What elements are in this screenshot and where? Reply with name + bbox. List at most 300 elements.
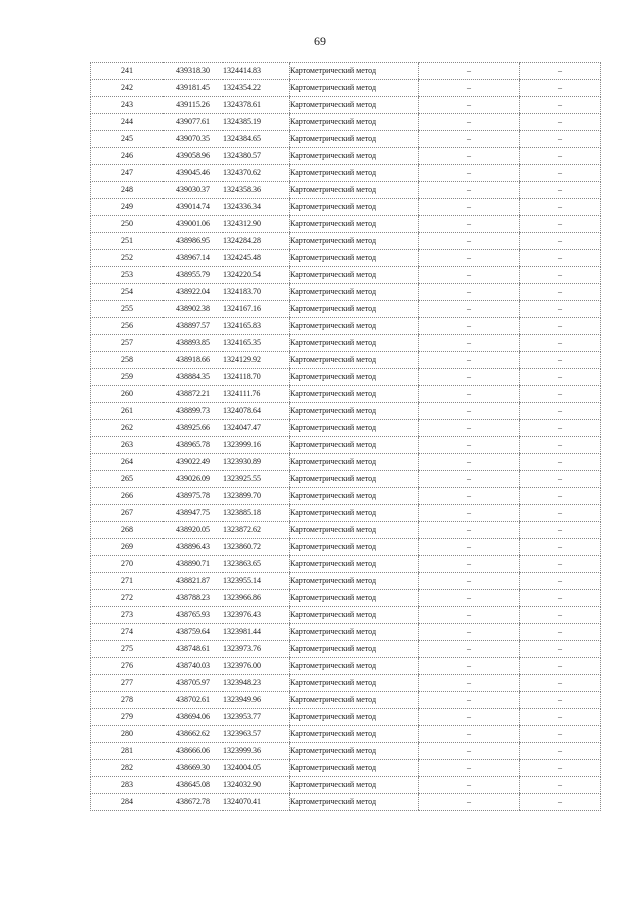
description-cell: – [520, 777, 601, 794]
description-cell: – [520, 658, 601, 675]
accuracy-cell: – [419, 658, 520, 675]
accuracy-cell: – [419, 250, 520, 267]
y-coordinate-cell: 1323885.18 [223, 505, 290, 522]
point-number-cell: 257 [91, 335, 164, 352]
method-cell: Картометрический метод [290, 743, 419, 760]
description-cell: – [520, 539, 601, 556]
point-number-cell: 260 [91, 386, 164, 403]
x-coordinate-cell: 438884.35 [163, 369, 223, 386]
x-coordinate-cell: 438669.30 [163, 760, 223, 777]
description-cell: – [520, 182, 601, 199]
y-coordinate-cell: 1324378.61 [223, 97, 290, 114]
description-cell: – [520, 369, 601, 386]
method-cell: Картометрический метод [290, 233, 419, 250]
description-cell: – [520, 590, 601, 607]
y-coordinate-cell: 1323949.96 [223, 692, 290, 709]
x-coordinate-cell: 439058.96 [163, 148, 223, 165]
x-coordinate-cell: 438740.03 [163, 658, 223, 675]
table-row [91, 318, 601, 335]
method-cell: Картометрический метод [290, 556, 419, 573]
table-row [91, 522, 601, 539]
point-number-cell: 277 [91, 675, 164, 692]
x-coordinate-cell: 438896.43 [163, 539, 223, 556]
description-cell: – [520, 488, 601, 505]
x-coordinate-cell: 438947.75 [163, 505, 223, 522]
point-number-cell: 279 [91, 709, 164, 726]
table-row [91, 488, 601, 505]
y-coordinate-cell: 1324078.64 [223, 403, 290, 420]
description-cell: – [520, 692, 601, 709]
y-coordinate-cell: 1324183.70 [223, 284, 290, 301]
accuracy-cell: – [419, 709, 520, 726]
x-coordinate-cell: 439022.49 [163, 454, 223, 471]
description-cell: – [520, 284, 601, 301]
description-cell: – [520, 250, 601, 267]
method-cell: Картометрический метод [290, 250, 419, 267]
method-cell: Картометрический метод [290, 488, 419, 505]
description-cell: – [520, 301, 601, 318]
point-number-cell: 250 [91, 216, 164, 233]
x-coordinate-cell: 438975.78 [163, 488, 223, 505]
accuracy-cell: – [419, 97, 520, 114]
x-coordinate-cell: 438893.85 [163, 335, 223, 352]
accuracy-cell: – [419, 80, 520, 97]
accuracy-cell: – [419, 165, 520, 182]
y-coordinate-cell: 1324358.36 [223, 182, 290, 199]
description-cell: – [520, 760, 601, 777]
point-number-cell: 284 [91, 794, 164, 811]
y-coordinate-cell: 1324004.05 [223, 760, 290, 777]
point-number-cell: 278 [91, 692, 164, 709]
method-cell: Картометрический метод [290, 114, 419, 131]
description-cell: – [520, 675, 601, 692]
table-row [91, 675, 601, 692]
point-number-cell: 268 [91, 522, 164, 539]
method-cell: Картометрический метод [290, 675, 419, 692]
description-cell: – [520, 267, 601, 284]
point-number-cell: 245 [91, 131, 164, 148]
description-cell: – [520, 522, 601, 539]
table-row [91, 182, 601, 199]
method-cell: Картометрический метод [290, 590, 419, 607]
accuracy-cell: – [419, 522, 520, 539]
description-cell: – [520, 709, 601, 726]
table-row [91, 692, 601, 709]
description-cell: – [520, 624, 601, 641]
y-coordinate-cell: 1324384.65 [223, 131, 290, 148]
accuracy-cell: – [419, 403, 520, 420]
accuracy-cell: – [419, 233, 520, 250]
method-cell: Картометрический метод [290, 420, 419, 437]
method-cell: Картометрический метод [290, 573, 419, 590]
description-cell: – [520, 556, 601, 573]
method-cell: Картометрический метод [290, 658, 419, 675]
table-row [91, 352, 601, 369]
y-coordinate-cell: 1324380.57 [223, 148, 290, 165]
accuracy-cell: – [419, 114, 520, 131]
x-coordinate-cell: 438662.62 [163, 726, 223, 743]
y-coordinate-cell: 1323955.14 [223, 573, 290, 590]
method-cell: Картометрический метод [290, 335, 419, 352]
x-coordinate-cell: 438890.71 [163, 556, 223, 573]
y-coordinate-cell: 1323973.76 [223, 641, 290, 658]
accuracy-cell: – [419, 386, 520, 403]
table-row [91, 284, 601, 301]
y-coordinate-cell: 1323863.65 [223, 556, 290, 573]
x-coordinate-cell: 439001.06 [163, 216, 223, 233]
description-cell: – [520, 573, 601, 590]
description-cell: – [520, 505, 601, 522]
accuracy-cell: – [419, 777, 520, 794]
y-coordinate-cell: 1324047.47 [223, 420, 290, 437]
accuracy-cell: – [419, 760, 520, 777]
description-cell: – [520, 114, 601, 131]
table-row [91, 505, 601, 522]
description-cell: – [520, 165, 601, 182]
table-row [91, 777, 601, 794]
method-cell: Картометрический метод [290, 522, 419, 539]
coordinates-table [90, 62, 601, 811]
accuracy-cell: – [419, 420, 520, 437]
y-coordinate-cell: 1323963.57 [223, 726, 290, 743]
x-coordinate-cell: 439026.09 [163, 471, 223, 488]
table-row [91, 386, 601, 403]
x-coordinate-cell: 439014.74 [163, 199, 223, 216]
description-cell: – [520, 420, 601, 437]
description-cell: – [520, 437, 601, 454]
method-cell: Картометрический метод [290, 539, 419, 556]
table-row [91, 250, 601, 267]
x-coordinate-cell: 438765.93 [163, 607, 223, 624]
method-cell: Картометрический метод [290, 386, 419, 403]
x-coordinate-cell: 438666.06 [163, 743, 223, 760]
x-coordinate-cell: 438965.78 [163, 437, 223, 454]
point-number-cell: 258 [91, 352, 164, 369]
description-cell: – [520, 199, 601, 216]
accuracy-cell: – [419, 352, 520, 369]
y-coordinate-cell: 1324070.41 [223, 794, 290, 811]
method-cell: Картометрический метод [290, 63, 419, 80]
method-cell: Картометрический метод [290, 692, 419, 709]
method-cell: Картометрический метод [290, 794, 419, 811]
x-coordinate-cell: 438694.06 [163, 709, 223, 726]
method-cell: Картометрический метод [290, 97, 419, 114]
accuracy-cell: – [419, 182, 520, 199]
point-number-cell: 255 [91, 301, 164, 318]
accuracy-cell: – [419, 301, 520, 318]
point-number-cell: 266 [91, 488, 164, 505]
method-cell: Картометрический метод [290, 454, 419, 471]
point-number-cell: 246 [91, 148, 164, 165]
method-cell: Картометрический метод [290, 437, 419, 454]
accuracy-cell: – [419, 794, 520, 811]
method-cell: Картометрический метод [290, 352, 419, 369]
point-number-cell: 272 [91, 590, 164, 607]
x-coordinate-cell: 438788.23 [163, 590, 223, 607]
accuracy-cell: – [419, 607, 520, 624]
y-coordinate-cell: 1323966.86 [223, 590, 290, 607]
point-number-cell: 264 [91, 454, 164, 471]
accuracy-cell: – [419, 590, 520, 607]
point-number-cell: 244 [91, 114, 164, 131]
x-coordinate-cell: 438899.73 [163, 403, 223, 420]
accuracy-cell: – [419, 131, 520, 148]
method-cell: Картометрический метод [290, 726, 419, 743]
table-row [91, 471, 601, 488]
point-number-cell: 271 [91, 573, 164, 590]
description-cell: – [520, 352, 601, 369]
point-number-cell: 273 [91, 607, 164, 624]
accuracy-cell: – [419, 539, 520, 556]
y-coordinate-cell: 1323925.55 [223, 471, 290, 488]
method-cell: Картометрический метод [290, 607, 419, 624]
description-cell: – [520, 743, 601, 760]
x-coordinate-cell: 438967.14 [163, 250, 223, 267]
point-number-cell: 267 [91, 505, 164, 522]
accuracy-cell: – [419, 216, 520, 233]
accuracy-cell: – [419, 454, 520, 471]
description-cell: – [520, 131, 601, 148]
description-cell: – [520, 386, 601, 403]
method-cell: Картометрический метод [290, 131, 419, 148]
method-cell: Картометрический метод [290, 709, 419, 726]
x-coordinate-cell: 438925.66 [163, 420, 223, 437]
y-coordinate-cell: 1324414.83 [223, 63, 290, 80]
y-coordinate-cell: 1324118.70 [223, 369, 290, 386]
description-cell: – [520, 318, 601, 335]
point-number-cell: 248 [91, 182, 164, 199]
point-number-cell: 254 [91, 284, 164, 301]
accuracy-cell: – [419, 675, 520, 692]
accuracy-cell: – [419, 556, 520, 573]
table-row [91, 794, 601, 811]
table-row [91, 148, 601, 165]
method-cell: Картометрический метод [290, 471, 419, 488]
point-number-cell: 243 [91, 97, 164, 114]
coordinates-table-body [91, 63, 601, 811]
x-coordinate-cell: 438897.57 [163, 318, 223, 335]
y-coordinate-cell: 1324165.35 [223, 335, 290, 352]
description-cell: – [520, 148, 601, 165]
x-coordinate-cell: 439045.46 [163, 165, 223, 182]
x-coordinate-cell: 438645.08 [163, 777, 223, 794]
point-number-cell: 270 [91, 556, 164, 573]
method-cell: Картометрический метод [290, 199, 419, 216]
point-number-cell: 265 [91, 471, 164, 488]
accuracy-cell: – [419, 641, 520, 658]
page-number: 69 [314, 34, 326, 48]
point-number-cell: 251 [91, 233, 164, 250]
x-coordinate-cell: 439318.30 [163, 63, 223, 80]
x-coordinate-cell: 438872.21 [163, 386, 223, 403]
method-cell: Картометрический метод [290, 760, 419, 777]
x-coordinate-cell: 438986.95 [163, 233, 223, 250]
point-number-cell: 261 [91, 403, 164, 420]
table-row [91, 556, 601, 573]
accuracy-cell: – [419, 488, 520, 505]
table-row [91, 709, 601, 726]
point-number-cell: 249 [91, 199, 164, 216]
description-cell: – [520, 80, 601, 97]
y-coordinate-cell: 1324312.90 [223, 216, 290, 233]
table-row [91, 267, 601, 284]
table-row [91, 641, 601, 658]
x-coordinate-cell: 438672.78 [163, 794, 223, 811]
table-row [91, 743, 601, 760]
point-number-cell: 262 [91, 420, 164, 437]
x-coordinate-cell: 438702.61 [163, 692, 223, 709]
y-coordinate-cell: 1323953.77 [223, 709, 290, 726]
description-cell: – [520, 607, 601, 624]
description-cell: – [520, 63, 601, 80]
x-coordinate-cell: 438821.87 [163, 573, 223, 590]
accuracy-cell: – [419, 437, 520, 454]
x-coordinate-cell: 439181.45 [163, 80, 223, 97]
method-cell: Картометрический метод [290, 80, 419, 97]
y-coordinate-cell: 1324336.34 [223, 199, 290, 216]
point-number-cell: 283 [91, 777, 164, 794]
y-coordinate-cell: 1323899.70 [223, 488, 290, 505]
point-number-cell: 259 [91, 369, 164, 386]
x-coordinate-cell: 439077.61 [163, 114, 223, 131]
x-coordinate-cell: 438918.66 [163, 352, 223, 369]
x-coordinate-cell: 438705.97 [163, 675, 223, 692]
point-number-cell: 276 [91, 658, 164, 675]
point-number-cell: 256 [91, 318, 164, 335]
accuracy-cell: – [419, 743, 520, 760]
y-coordinate-cell: 1324385.19 [223, 114, 290, 131]
method-cell: Картометрический метод [290, 318, 419, 335]
description-cell: – [520, 454, 601, 471]
y-coordinate-cell: 1324220.54 [223, 267, 290, 284]
accuracy-cell: – [419, 692, 520, 709]
y-coordinate-cell: 1323999.16 [223, 437, 290, 454]
accuracy-cell: – [419, 573, 520, 590]
point-number-cell: 275 [91, 641, 164, 658]
y-coordinate-cell: 1324245.48 [223, 250, 290, 267]
method-cell: Картометрический метод [290, 641, 419, 658]
x-coordinate-cell: 438902.38 [163, 301, 223, 318]
table-row [91, 437, 601, 454]
y-coordinate-cell: 1323860.72 [223, 539, 290, 556]
point-number-cell: 269 [91, 539, 164, 556]
point-number-cell: 242 [91, 80, 164, 97]
table-row [91, 165, 601, 182]
table-row [91, 403, 601, 420]
accuracy-cell: – [419, 335, 520, 352]
method-cell: Картометрический метод [290, 505, 419, 522]
y-coordinate-cell: 1324354.22 [223, 80, 290, 97]
x-coordinate-cell: 439030.37 [163, 182, 223, 199]
y-coordinate-cell: 1324167.16 [223, 301, 290, 318]
method-cell: Картометрический метод [290, 403, 419, 420]
accuracy-cell: – [419, 63, 520, 80]
description-cell: – [520, 403, 601, 420]
method-cell: Картометрический метод [290, 301, 419, 318]
point-number-cell: 252 [91, 250, 164, 267]
x-coordinate-cell: 439070.35 [163, 131, 223, 148]
table-row [91, 301, 601, 318]
x-coordinate-cell: 438920.05 [163, 522, 223, 539]
y-coordinate-cell: 1324032.90 [223, 777, 290, 794]
x-coordinate-cell: 438922.04 [163, 284, 223, 301]
y-coordinate-cell: 1324284.28 [223, 233, 290, 250]
table-row [91, 573, 601, 590]
method-cell: Картометрический метод [290, 182, 419, 199]
accuracy-cell: – [419, 624, 520, 641]
method-cell: Картометрический метод [290, 624, 419, 641]
point-number-cell: 253 [91, 267, 164, 284]
point-number-cell: 280 [91, 726, 164, 743]
table-row [91, 760, 601, 777]
table-row [91, 624, 601, 641]
method-cell: Картометрический метод [290, 148, 419, 165]
accuracy-cell: – [419, 505, 520, 522]
method-cell: Картометрический метод [290, 777, 419, 794]
table-row [91, 199, 601, 216]
y-coordinate-cell: 1324111.76 [223, 386, 290, 403]
description-cell: – [520, 471, 601, 488]
x-coordinate-cell: 438748.61 [163, 641, 223, 658]
table-row [91, 97, 601, 114]
table-row [91, 216, 601, 233]
method-cell: Картометрический метод [290, 284, 419, 301]
y-coordinate-cell: 1323930.89 [223, 454, 290, 471]
accuracy-cell: – [419, 369, 520, 386]
y-coordinate-cell: 1323981.44 [223, 624, 290, 641]
y-coordinate-cell: 1323976.43 [223, 607, 290, 624]
description-cell: – [520, 641, 601, 658]
method-cell: Картометрический метод [290, 267, 419, 284]
table-row [91, 335, 601, 352]
table-row [91, 420, 601, 437]
accuracy-cell: – [419, 471, 520, 488]
accuracy-cell: – [419, 148, 520, 165]
y-coordinate-cell: 1323948.23 [223, 675, 290, 692]
description-cell: – [520, 216, 601, 233]
accuracy-cell: – [419, 284, 520, 301]
table-row [91, 454, 601, 471]
y-coordinate-cell: 1323999.36 [223, 743, 290, 760]
table-row [91, 658, 601, 675]
x-coordinate-cell: 439115.26 [163, 97, 223, 114]
x-coordinate-cell: 438955.79 [163, 267, 223, 284]
point-number-cell: 241 [91, 63, 164, 80]
accuracy-cell: – [419, 199, 520, 216]
y-coordinate-cell: 1323872.62 [223, 522, 290, 539]
table-row [91, 539, 601, 556]
point-number-cell: 263 [91, 437, 164, 454]
x-coordinate-cell: 438759.64 [163, 624, 223, 641]
table-row [91, 131, 601, 148]
accuracy-cell: – [419, 267, 520, 284]
y-coordinate-cell: 1324370.62 [223, 165, 290, 182]
description-cell: – [520, 726, 601, 743]
description-cell: – [520, 97, 601, 114]
table-row [91, 63, 601, 80]
table-row [91, 726, 601, 743]
table-row [91, 80, 601, 97]
point-number-cell: 281 [91, 743, 164, 760]
method-cell: Картометрический метод [290, 165, 419, 182]
description-cell: – [520, 233, 601, 250]
description-cell: – [520, 335, 601, 352]
table-row [91, 233, 601, 250]
accuracy-cell: – [419, 318, 520, 335]
point-number-cell: 274 [91, 624, 164, 641]
accuracy-cell: – [419, 726, 520, 743]
method-cell: Картометрический метод [290, 216, 419, 233]
